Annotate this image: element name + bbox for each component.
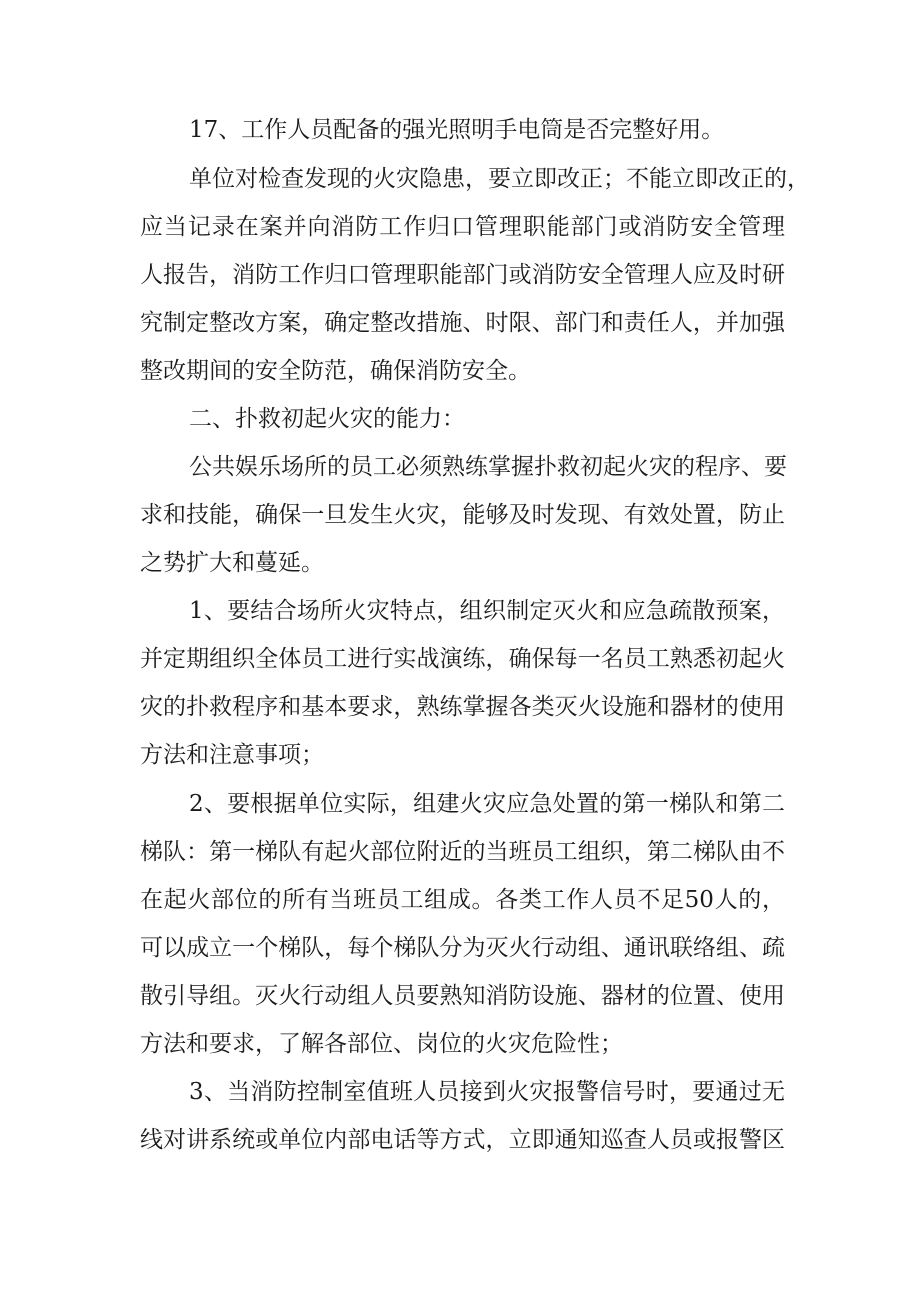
section-heading: 二、扑救初起火灾的能力： — [189, 406, 465, 432]
text-line: 3、当消防控制室值班人员接到火灾报警信号时，要通过无 — [189, 1079, 785, 1105]
text-line: 求和技能，确保一旦发生火灾，能够及时发现、有效处置，防止 — [140, 502, 785, 528]
text-line: 之势扩大和蔓延。 — [140, 550, 324, 576]
text-line: 1、要结合场所火灾特点，组织制定灭火和应急疏散预案， — [189, 598, 785, 624]
text-line: 并定期组织全体员工进行实战演练，确保每一名员工熟悉初起火 — [140, 646, 785, 672]
text-line: 应当记录在案并向消防工作归口管理职能部门或消防安全管理 — [140, 214, 785, 240]
text-line: 公共娱乐场所的员工必须熟练掌握扑救初起火灾的程序、要 — [189, 454, 787, 480]
text-line: 2、要根据单位实际，组建火灾应急处置的第一梯队和第二 — [189, 791, 785, 817]
text-line: 可以成立一个梯队，每个梯队分为灭火行动组、通讯联络组、疏 — [140, 935, 785, 961]
text-line: 整改期间的安全防范，确保消防安全。 — [140, 358, 531, 384]
text-line: 梯队：第一梯队有起火部位附近的当班员工组织，第二梯队由不 — [140, 839, 785, 865]
text-line: 方法和要求，了解各部位、岗位的火灾危险性； — [140, 1031, 623, 1057]
text-line: 灾的扑救程序和基本要求，熟练掌握各类灭火设施和器材的使用 — [140, 694, 785, 720]
text-line: 在起火部位的所有当班员工组成。各类工作人员不足50人的， — [140, 887, 785, 913]
text-line: 线对讲系统或单位内部电话等方式，立即通知巡查人员或报警区 — [140, 1127, 785, 1153]
text-line: 人报告，消防工作归口管理职能部门或消防安全管理人应及时研 — [140, 262, 785, 288]
text-line: 究制定整改方案，确定整改措施、时限、部门和责任人，并加强 — [140, 310, 785, 336]
text-line: 方法和注意事项； — [140, 742, 324, 768]
text-line: 散引导组。灭火行动组人员要熟知消防设施、器材的位置、使用 — [140, 983, 785, 1009]
text-line: 17、工作人员配备的强光照明手电筒是否完整好用。 — [189, 117, 725, 143]
text-line: 单位对检查发现的火灾隐患，要立即改正；不能立即改正的， — [189, 166, 810, 192]
